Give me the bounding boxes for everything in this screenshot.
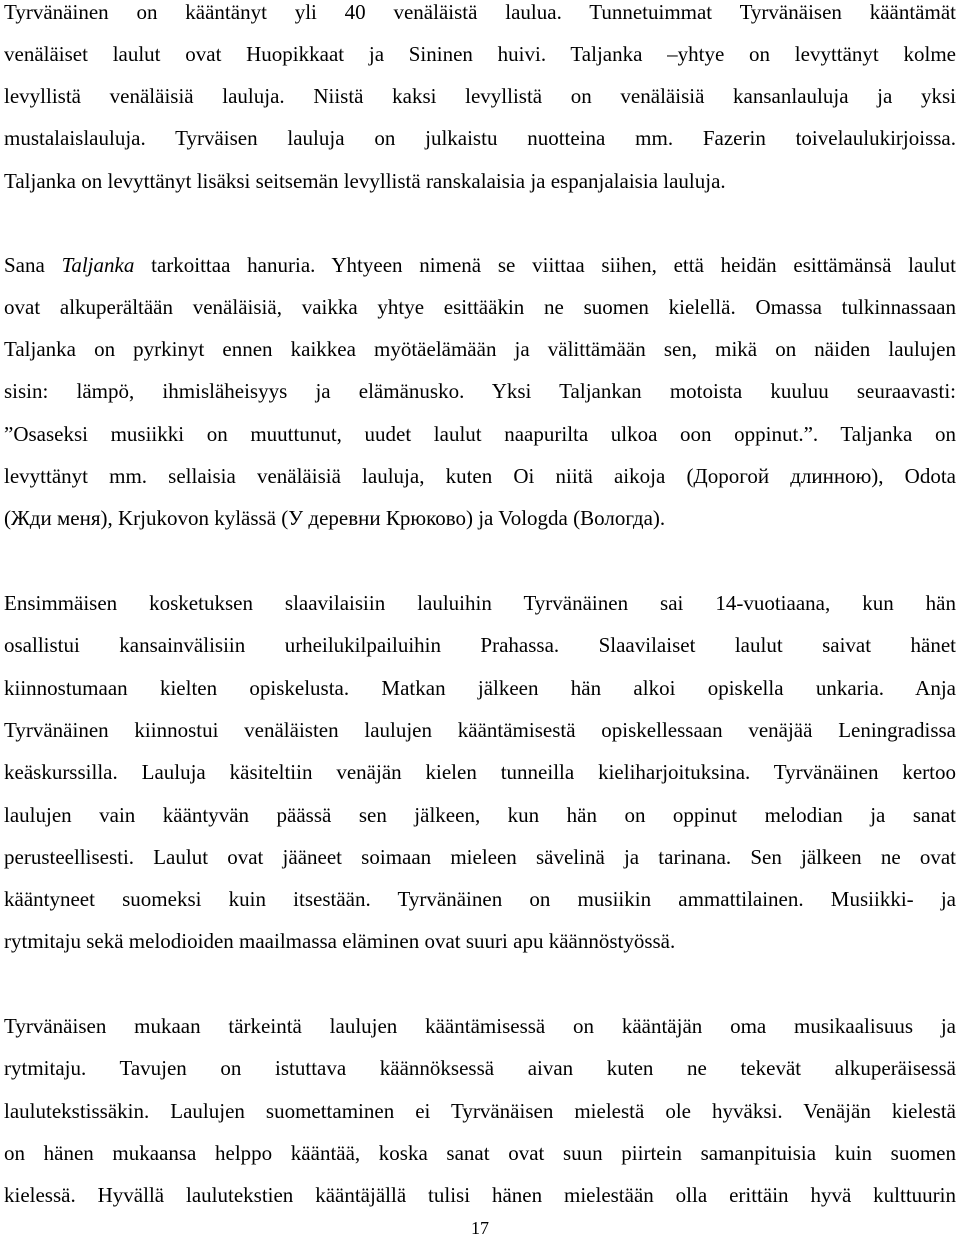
text-line: levyllistä venäläisiä lauluja. Niistä kaksi levyllistä on venäläisiä kansanlauluja ja yksi [4, 84, 956, 108]
text-line: kielessä. Hyvällä laulutekstien kääntäjällä tulisi hänen mielestään olla erittäin hyvä kulttuurin [4, 1183, 956, 1207]
text-line: rytmitaju sekä melodioiden maailmassa eläminen ovat suuri apu käännöstyössä. [4, 929, 676, 953]
text-line: (Жди меня), Krjukovon kylässä (У деревни Крюково) ja Vologda (Вологда). [4, 506, 666, 530]
text-line: Taljanka on levyttänyt lisäksi seitsemän levyllistä ranskalaisia ja espanjalaisia lauluja. [4, 169, 726, 193]
page-number: 17 [471, 1218, 489, 1238]
text-line: Tyrvänäisen mukaan tärkeintä laulujen kääntämisessä on kääntäjän oma musikaalisuus ja [4, 1014, 956, 1038]
text-line: ovat alkuperältään venäläisiä, vaikka yhtye esittääkin ne suomen kielellä. Omassa tulkinnassaan [4, 295, 956, 319]
text-run: tarkoittaa hanuria. Yhtyeen nimenä se viittaa siihen, että heidän esittämänsä laulut [134, 253, 956, 277]
text-line: sisin: lämpö, ihmisläheisyys ja elämänusko. Yksi Taljankan motoista kuuluu seuraavasti: [4, 379, 956, 403]
text-line: rytmitaju. Tavujen on istuttava käännöksessä aivan kuten ne tekevät alkuperäisessä [4, 1056, 956, 1080]
text-run: Sana [4, 253, 62, 277]
text-line: perusteellisesti. Laulut ovat jääneet soimaan mieleen sävelinä ja tarinana. Sen jälkeen ne ovat [4, 845, 956, 869]
text-line: Ensimmäisen kosketuksen slaavilaisiin lauluihin Tyrvänäinen sai 14-vuotiaana, kun hän [4, 591, 956, 615]
text-line: Tyrvänäinen kiinnostui venäläisten laulujen kääntämisestä opiskellessaan venäjää Leningradissa [4, 718, 956, 742]
text-line: ”Osaseksi musiikki on muuttunut, uudet laulut naapurilta ulkoa oon oppinut.”. Taljanka on [4, 422, 956, 446]
text-line: venäläiset laulut ovat Huopikkaat ja Sininen huivi. Taljanka –yhtye on levyttänyt kolme [4, 42, 956, 66]
text-line: laulujen vain kääntyvän päässä sen jälkeen, kun hän on oppinut melodian ja sanat [4, 803, 956, 827]
text-line [4, 253, 956, 277]
text-line: Taljanka on pyrkinyt ennen kaikkea myötäelämään ja välittämään sen, mikä on näiden laulujen [4, 337, 956, 361]
text-line: levyttänyt mm. sellaisia venäläisiä lauluja, kuten Oi niitä aikoja (Дорогой длинною), Odota [4, 464, 956, 488]
text-line: osallistui kansainvälisiin urheilukilpailuihin Prahassa. Slaavilaiset laulut saivat hänet [4, 633, 956, 657]
text-line: mustalaislauluja. Tyrväisen lauluja on julkaistu nuotteina mm. Fazerin toivelaulukirjoissa. [4, 126, 956, 150]
text-line: laulutekstissäkin. Laulujen suomettaminen ei Tyrvänäisen mielestä ole hyväksi. Venäjän kielestä [4, 1099, 956, 1123]
italic-term: Taljanka [61, 253, 135, 277]
text-line: kääntyneet suomeksi kuin itsestään. Tyrvänäinen on musiikin ammattilainen. Musiikki- ja [4, 887, 956, 911]
text-line: Tyrvänäinen on kääntänyt yli 40 venäläistä laulua. Tunnetuimmat Tyrvänäisen kääntämät [4, 0, 956, 24]
text-line: keäskurssilla. Lauluja käsiteltiin venäjän kielen tunneilla kieliharjoituksina. Tyrvänäinen kertoo [4, 760, 956, 784]
text-line: kiinnostumaan kielten opiskelusta. Matkan jälkeen hän alkoi opiskella unkaria. Anja [4, 676, 956, 700]
text-line: on hänen mukaansa helppo kääntää, koska sanat ovat suun piirtein samanpituisia kuin suomen [4, 1141, 956, 1165]
